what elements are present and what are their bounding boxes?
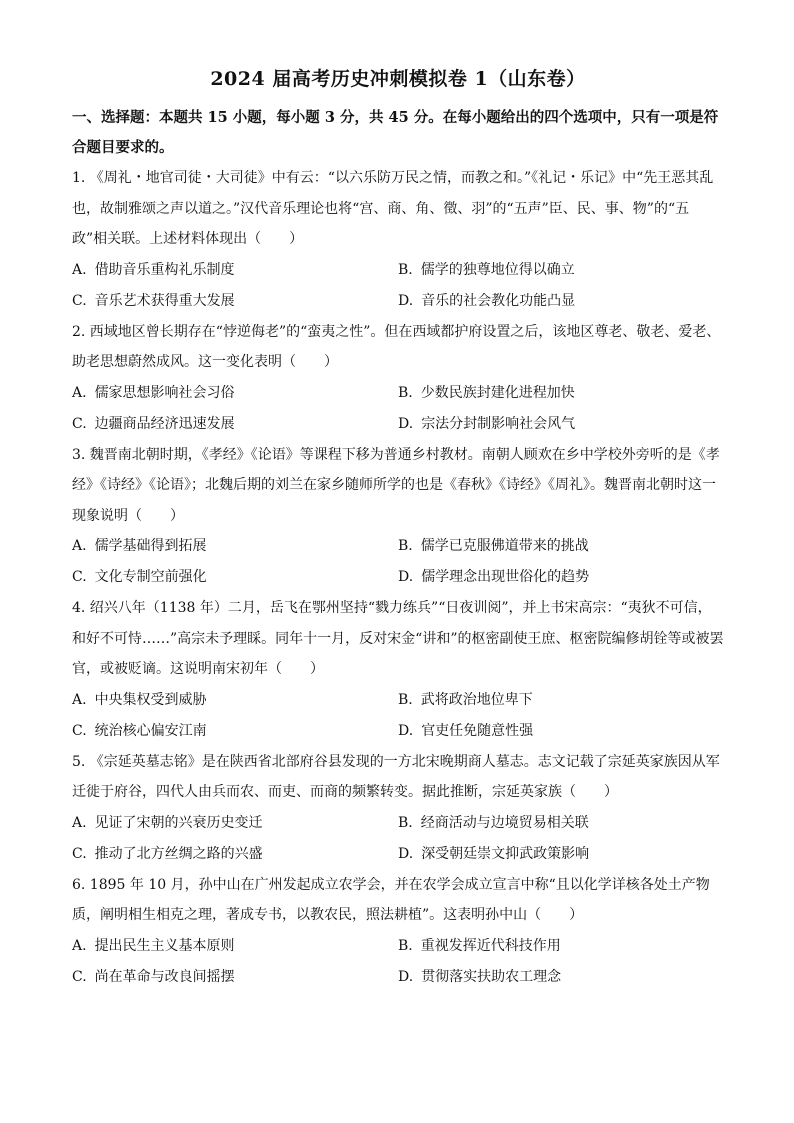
question-block (72, 440, 724, 594)
question-block (72, 870, 724, 993)
option-grid (72, 255, 724, 317)
answer-option (398, 808, 724, 839)
option-text: 儒学基础得到拓展 (94, 538, 207, 554)
option-text: 深受朝廷崇文抑武政策影响 (421, 845, 590, 862)
option-letter: A. (72, 538, 87, 554)
option-letter: C. (72, 722, 87, 739)
answer-option (398, 531, 724, 562)
option-text: 儒学的独尊地位得以确立 (420, 261, 575, 278)
option-text: 少数民族封建化进程加快 (420, 384, 575, 401)
option-text: 儒家思想影响社会习俗 (94, 384, 235, 401)
answer-option (72, 255, 398, 286)
option-text: 音乐艺术获得重大发展 (94, 292, 235, 309)
question-stem: 6. 1895 年 10 月，孙中山在广州发起成立农学会，并在农学会成立宣言中称“且以化学详核各处土产物质，阐明相生相克之理，著成专书，以教农民，照法耕植”。这表明孙中山（ ） (72, 876, 710, 923)
option-grid (72, 378, 724, 440)
question-list (72, 163, 724, 993)
option-letter: B. (398, 261, 413, 278)
answer-option (398, 378, 724, 409)
option-text: 经商活动与边境贸易相关联 (420, 814, 589, 831)
question-stem: 2. 西域地区曾长期存在“悖逆侮老”的“蛮夷之性”。但在西域都护府设置之后，该地区尊老、敬老、爱老、助老思想蔚然成风。这一变化表明（ ） (72, 323, 721, 370)
option-text: 贯彻落实扶助农工理念 (421, 968, 562, 985)
option-text: 文化专制空前强化 (94, 569, 207, 585)
question-stem: 3. 魏晋南北朝时期，《孝经》《论语》等课程下移为普通乡村教材。南朝人顾欢在乡中学校外旁听的是《孝经》《诗经》《论语》；北魏后期的刘兰在家乡随师所学的也是《春秋》《诗经》《周礼》。魏晋南北朝时这一现象说明（ ） (72, 446, 720, 524)
option-letter: A. (72, 384, 87, 401)
option-grid (72, 531, 724, 593)
option-text: 儒学理念出现世俗化的趋势 (421, 569, 590, 585)
answer-option (72, 839, 398, 870)
option-text: 重视发挥近代科技作用 (420, 937, 561, 954)
option-letter: B. (398, 937, 413, 954)
question-stem: 4. 绍兴八年（1138 年）二月，岳飞在鄂州坚持“戮力练兵”“日夜训阅”，并上书宋高宗：“夷狄不可信，和好不可恃……”高宗未予理睬。同年十一月，反对宋金“讲和”的枢密副使王庶、枢密院编修胡铨等或被罢官，或被贬谪。这说明南宋初年（ ） (72, 600, 724, 677)
option-letter: D. (398, 292, 414, 309)
option-letter: B. (398, 691, 413, 708)
answer-option (72, 962, 398, 993)
answer-option (398, 716, 724, 747)
exam-page (72, 64, 724, 993)
question-block (72, 163, 724, 317)
option-text: 官吏任免随意性强 (421, 722, 534, 739)
option-text: 边疆商品经济迅速发展 (94, 415, 235, 432)
option-grid (72, 931, 724, 993)
page-title: 2024 届高考历史冲刺模拟卷 1（山东卷） (210, 68, 586, 90)
answer-option (398, 962, 724, 993)
option-letter: D. (398, 722, 414, 739)
option-text: 中央集权受到威胁 (94, 691, 207, 708)
option-text: 见证了宋朝的兴衰历史变迁 (94, 814, 263, 831)
answer-option (72, 808, 398, 839)
option-letter: D. (398, 845, 414, 862)
option-letter: C. (72, 968, 87, 985)
option-text: 宗法分封制影响社会风气 (421, 415, 576, 432)
answer-option (72, 685, 398, 716)
option-letter: A. (72, 814, 87, 831)
question-block (72, 747, 724, 870)
question-stem: 5. 《宗延英墓志铭》是在陕西省北部府谷县发现的一方北宋晚期商人墓志。志文记载了宗延英家族因从军迁徙于府谷，四代人由兵而农、而吏、而商的频繁转变。据此推断，宗延英家族（ ） (72, 753, 720, 800)
answer-option (398, 562, 724, 593)
option-text: 儒学已克服佛道带来的挑战 (420, 538, 589, 554)
answer-option (398, 409, 724, 440)
option-letter: C. (72, 569, 87, 585)
question-stem: 1. 《周礼・地官司徒・大司徒》中有云：“以六乐防万民之情，而教之和。”《礼记・乐记》中“先王恶其乱也，故制雅颂之声以道之。”汉代音乐理论也将“宫、商、角、徵、羽”的“五声”臣、民、事、物”的“五政”相关联。上述材料体现出（ ） (72, 170, 714, 247)
option-letter: D. (398, 569, 414, 585)
answer-option (72, 409, 398, 440)
option-text: 提出民生主义基本原则 (94, 937, 235, 954)
section-header: 一、选择题：本题共 15 小题，每小题 3 分，共 45 分。在每小题给出的四个选项中，只有一项是符合题目要求的。 (72, 109, 719, 156)
option-letter: B. (398, 384, 413, 401)
answer-option (398, 685, 724, 716)
option-letter: B. (398, 538, 413, 554)
option-letter: A. (72, 691, 87, 708)
option-text: 音乐的社会教化功能凸显 (421, 292, 576, 309)
answer-option (398, 286, 724, 317)
option-letter: C. (72, 415, 87, 432)
option-letter: A. (72, 261, 87, 278)
option-grid (72, 685, 724, 747)
question-block (72, 593, 724, 747)
option-letter: C. (72, 845, 87, 862)
option-letter: D. (398, 415, 414, 432)
answer-option (72, 931, 398, 962)
option-letter: A. (72, 937, 87, 954)
answer-option (72, 531, 398, 562)
question-block (72, 317, 724, 440)
answer-option (398, 931, 724, 962)
answer-option (72, 716, 398, 747)
option-text: 推动了北方丝绸之路的兴盛 (94, 845, 263, 862)
option-letter: C. (72, 292, 87, 309)
answer-option (398, 255, 724, 286)
option-text: 统治核心偏安江南 (94, 722, 207, 739)
answer-option (72, 378, 398, 409)
answer-option (72, 562, 398, 593)
option-text: 武将政治地位卑下 (420, 691, 533, 708)
option-letter: D. (398, 968, 414, 985)
option-grid (72, 808, 724, 870)
answer-option (72, 286, 398, 317)
answer-option (398, 839, 724, 870)
option-letter: B. (398, 814, 413, 831)
option-text: 尚在革命与改良间摇摆 (94, 968, 235, 985)
option-text: 借助音乐重构礼乐制度 (94, 261, 235, 278)
